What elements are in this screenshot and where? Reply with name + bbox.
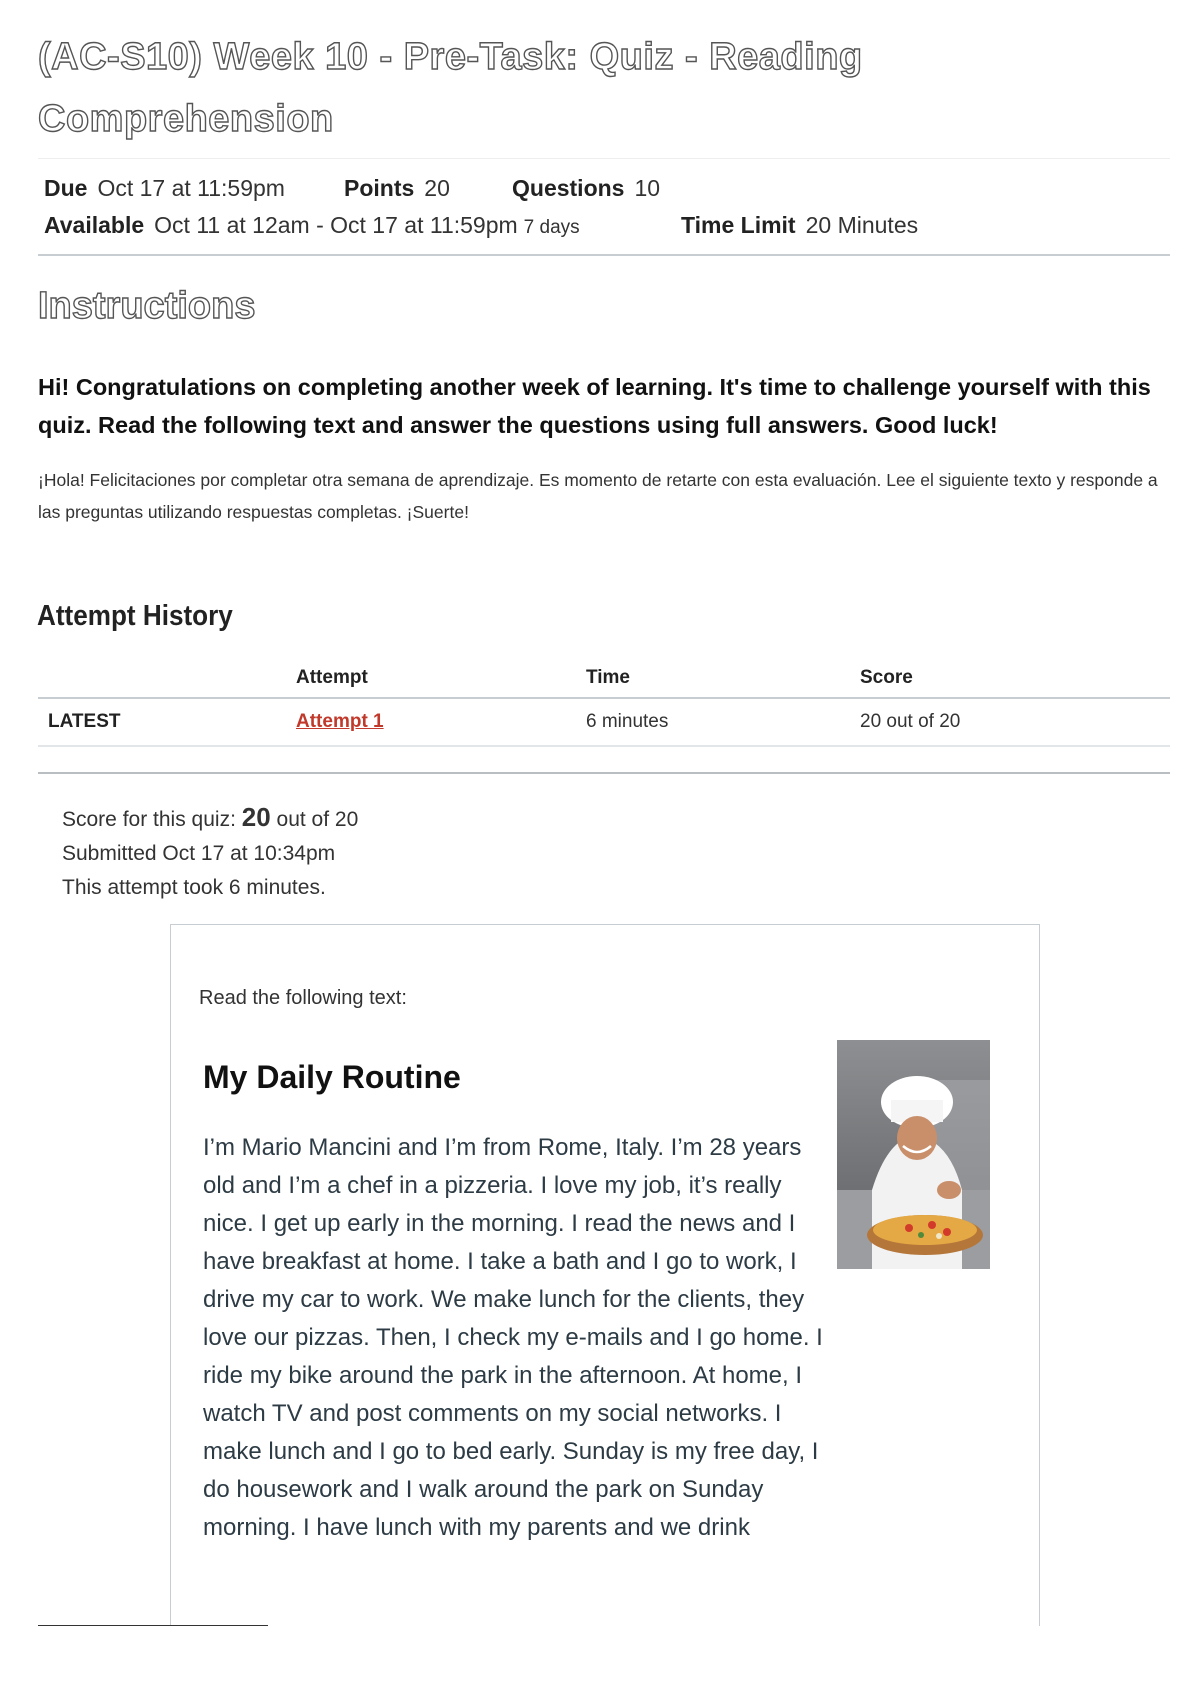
attempt-history-heading: Attempt History (37, 600, 233, 632)
instructions-heading: Instructions (38, 285, 256, 327)
chef-photo (837, 1040, 990, 1269)
page-bottom-margin (0, 1626, 1200, 1698)
time-limit-label: Time Limit (681, 212, 796, 238)
table-row (38, 698, 1170, 746)
details-row-1 (44, 170, 918, 207)
questions-value: 10 (634, 175, 661, 201)
questions-label: Questions (512, 175, 625, 201)
reading-text: I’m Mario Mancini and I’m from Rome, Italy. I’m 28 years old and I’m a chef in a pizzeria. I love my job, it’s really nice. I get up early in the morning. I read the news and I have breakfast at home. I take a bath and I go to work, I drive my car to work. We make lunch for the clients, they love our pizzas. Then, I check my e-mails and I go home. I ride my bike around the park in the afternoon. At home, I watch TV and post comments on my social networks. I make lunch and I go to bed early. Sunday is my free day, I do housework and I walk around the park on Sunday morning. I have lunch with my parents and we drink (203, 1134, 823, 1541)
quiz-details (44, 170, 918, 244)
score-line (62, 800, 358, 837)
points-label: Points (344, 175, 415, 201)
time-limit-value: 20 Minutes (805, 212, 919, 238)
score-value: 20 (241, 802, 271, 832)
attempt-divider (38, 772, 1170, 774)
title-divider (38, 158, 1170, 159)
reading-title: My Daily Routine (203, 1059, 461, 1095)
attempt-score: 20 out of 20 (860, 698, 1170, 746)
page-title-line-2: Comprehension (38, 98, 334, 140)
column-header-time: Time (586, 658, 860, 698)
instructions-english: Hi! Congratulations on completing another week of learning. It's time to challenge yourself with this quiz. Read the following text and answer the questions using full answers. Good luck! (38, 374, 1151, 438)
points-detail (344, 175, 512, 202)
details-row-2 (44, 207, 918, 244)
score-summary (62, 800, 358, 905)
due-value: Oct 17 at 11:59pm (97, 175, 285, 201)
latest-label: LATEST (38, 698, 296, 746)
column-header-attempt: Attempt (296, 658, 586, 698)
score-suffix: out of 20 (276, 808, 359, 831)
available-days: 7 days (523, 217, 580, 238)
page-footer-rule (38, 1625, 268, 1626)
available-label: Available (44, 212, 145, 238)
question-box (170, 924, 1040, 1698)
instructions-spanish: ¡Hola! Felicitaciones por completar otra semana de aprendizaje. Es momento de retarte con esta evaluación. Lee el siguiente texto y responde a las preguntas utilizando respuestas completas. ¡Suerte! (38, 470, 1158, 522)
due-label: Due (44, 175, 88, 201)
page-title-line-1: (AC-S10) Week 10 - Pre-Task: Quiz - Reading (38, 36, 863, 78)
available-detail (44, 212, 681, 239)
details-divider (38, 254, 1170, 256)
due-detail (44, 175, 344, 202)
questions-detail (512, 175, 660, 202)
question-lead: Read the following text: (199, 987, 407, 1009)
available-value: Oct 11 at 12am - Oct 17 at 11:59pm (154, 212, 518, 238)
attempt-history-table (38, 658, 1170, 747)
attempt-time: 6 minutes (586, 698, 860, 746)
page-title (38, 26, 1038, 150)
column-header-score: Score (860, 658, 1170, 698)
points-value: 20 (424, 175, 450, 201)
submitted-time: Submitted Oct 17 at 10:34pm (62, 842, 336, 865)
attempt-1-link[interactable]: Attempt 1 (296, 711, 384, 732)
attempt-cell (296, 698, 586, 746)
column-header-blank (38, 658, 296, 698)
score-prefix: Score for this quiz: (62, 808, 236, 831)
time-limit-detail (681, 212, 918, 239)
table-header-row (38, 658, 1170, 698)
attempt-duration: This attempt took 6 minutes. (62, 876, 326, 899)
